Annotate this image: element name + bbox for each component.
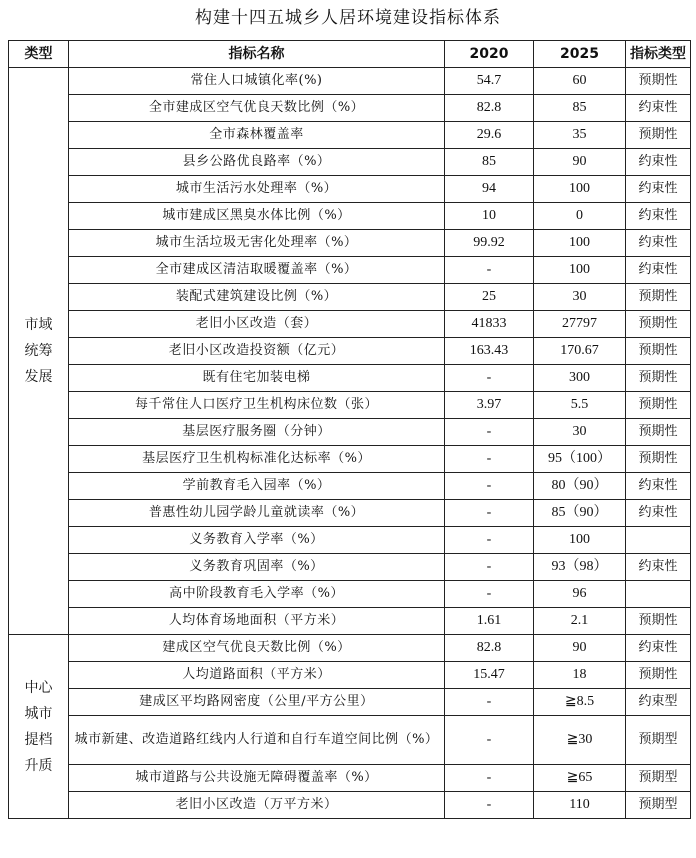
indicator-name: 基层医疗服务圈（分钟） [69,419,445,446]
indicator-type [626,527,691,554]
category-label: 中心 [24,679,53,696]
table-row [9,527,691,554]
value-2020: 99.92 [445,230,534,257]
table-row [9,765,691,792]
value-2025: 100 [534,176,626,203]
indicator-type: 预期性 [626,122,691,149]
indicator-name: 县乡公路优良路率（%） [69,149,445,176]
category-label: 统筹 [24,343,53,359]
indicator-type: 约束性 [626,473,691,500]
indicator-type: 预期型 [626,716,691,765]
value-2020: 82.8 [445,635,534,662]
table-row [9,95,691,122]
value-2025: 90 [534,149,626,176]
value-2020: 85 [445,149,534,176]
indicator-name: 义务教育入学率（%） [69,527,445,554]
indicator-type: 预期性 [626,365,691,392]
value-2025: 85 [534,95,626,122]
value-2020: 41833 [445,311,534,338]
value-2025: 80（90） [534,473,626,500]
table-row [9,311,691,338]
table-row [9,176,691,203]
indicator-table [8,40,691,819]
header-indicator-type: 指标类型 [626,41,691,68]
value-2025: ≧8.5 [534,689,626,716]
table-row [9,792,691,819]
table-row [9,284,691,311]
indicator-type: 约束性 [626,257,691,284]
category-label: 升质 [24,757,53,774]
indicator-name: 老旧小区改造（万平方米） [69,792,445,819]
value-2020: - [445,500,534,527]
table-row [9,365,691,392]
header-2025: 2025 [534,41,626,68]
table-row [9,338,691,365]
value-2020: 1.61 [445,608,534,635]
value-2020: 29.6 [445,122,534,149]
indicator-type: 预期性 [626,68,691,95]
indicator-type: 预期性 [626,392,691,419]
indicator-type: 预期性 [626,608,691,635]
indicator-type: 预期性 [626,338,691,365]
indicator-name: 基层医疗卫生机构标准化达标率（%） [69,446,445,473]
value-2020: - [445,527,534,554]
document-title: 构建十四五城乡人居环境建设指标体系 [195,8,501,28]
table-row [9,257,691,284]
value-2020: 163.43 [445,338,534,365]
indicator-name: 城市新建、改造道路红线内人行道和自行车道空间比例（%） [69,716,445,765]
value-2020: - [445,419,534,446]
indicator-name: 常住人口城镇化率(%) [69,68,445,95]
indicator-name: 高中阶段教育毛入学率（%） [69,581,445,608]
indicator-name: 建成区空气优良天数比例（%） [69,635,445,662]
indicator-type: 预期性 [626,284,691,311]
table-row [9,446,691,473]
table-row [9,635,691,662]
table-row [9,662,691,689]
indicator-type: 预期性 [626,311,691,338]
value-2020: - [445,554,534,581]
indicator-type: 预期性 [626,419,691,446]
table-row [9,689,691,716]
indicator-type: 预期性 [626,446,691,473]
indicator-name: 学前教育毛入园率（%） [69,473,445,500]
indicator-type: 约束性 [626,554,691,581]
indicator-type: 约束性 [626,149,691,176]
value-2025: 100 [534,527,626,554]
value-2020: 10 [445,203,534,230]
indicator-name: 人均道路面积（平方米） [69,662,445,689]
indicator-name: 城市生活垃圾无害化处理率（%） [69,230,445,257]
value-2025: 300 [534,365,626,392]
value-2020: - [445,473,534,500]
value-2020: - [445,792,534,819]
value-2025: 5.5 [534,392,626,419]
value-2025: ≧30 [534,716,626,765]
table-row [9,608,691,635]
value-2025: 96 [534,581,626,608]
table-row [9,203,691,230]
indicator-name: 城市建成区黑臭水体比例（%） [69,203,445,230]
indicator-name: 既有住宅加装电梯 [69,365,445,392]
table-row [9,392,691,419]
indicator-type: 预期型 [626,765,691,792]
category-cell [9,68,69,635]
value-2025: 170.67 [534,338,626,365]
category-cell [9,635,69,819]
header-indicator-name: 指标名称 [69,41,445,68]
value-2020: - [445,257,534,284]
value-2025: 18 [534,662,626,689]
indicator-name: 老旧小区改造（套） [69,311,445,338]
value-2020: 82.8 [445,95,534,122]
table-row [9,716,691,765]
table-row [9,500,691,527]
value-2025: 0 [534,203,626,230]
table-row [9,581,691,608]
value-2025: 93（98） [534,554,626,581]
indicator-name: 装配式建筑建设比例（%） [69,284,445,311]
indicator-name: 全市建成区空气优良天数比例（%） [69,95,445,122]
value-2025: 90 [534,635,626,662]
indicator-type: 约束性 [626,203,691,230]
indicator-type: 约束性 [626,176,691,203]
indicator-type [626,581,691,608]
value-2020: 3.97 [445,392,534,419]
indicator-type: 约束性 [626,230,691,257]
value-2025: ≧65 [534,765,626,792]
value-2020: 94 [445,176,534,203]
category-label: 城市 [24,705,53,722]
indicator-name: 普惠性幼儿园学龄儿童就读率（%） [69,500,445,527]
value-2020: - [445,716,534,765]
value-2025: 35 [534,122,626,149]
value-2020: - [445,765,534,792]
category-label: 提档 [24,731,53,748]
indicator-name: 人均体育场地面积（平方米） [69,608,445,635]
indicator-type: 约束性 [626,95,691,122]
table-row [9,122,691,149]
indicator-name: 义务教育巩固率（%） [69,554,445,581]
indicator-name: 城市道路与公共设施无障碍覆盖率（%） [69,765,445,792]
value-2020: - [445,689,534,716]
indicator-type: 约束性 [626,500,691,527]
category-label: 市域 [24,317,53,333]
value-2020: 15.47 [445,662,534,689]
indicator-name: 全市森林覆盖率 [69,122,445,149]
value-2025: 95（100） [534,446,626,473]
category-label: 发展 [24,369,53,385]
indicator-name: 城市生活污水处理率（%） [69,176,445,203]
value-2020: - [445,446,534,473]
value-2025: 100 [534,257,626,284]
table-row [9,554,691,581]
header-category: 类型 [9,41,69,68]
table-row [9,149,691,176]
value-2020: 25 [445,284,534,311]
value-2025: 85（90） [534,500,626,527]
indicator-name: 全市建成区清洁取暖覆盖率（%） [69,257,445,284]
indicator-name: 建成区平均路网密度（公里/平方公里） [69,689,445,716]
value-2025: 110 [534,792,626,819]
header-2020: 2020 [445,41,534,68]
value-2020: 54.7 [445,68,534,95]
value-2025: 30 [534,419,626,446]
table-row [9,419,691,446]
value-2020: - [445,581,534,608]
indicator-type: 约束型 [626,689,691,716]
value-2025: 27797 [534,311,626,338]
value-2025: 30 [534,284,626,311]
table-row [9,473,691,500]
indicator-name: 每千常住人口医疗卫生机构床位数（张） [69,392,445,419]
value-2020: - [445,365,534,392]
value-2025: 60 [534,68,626,95]
value-2025: 100 [534,230,626,257]
value-2025: 2.1 [534,608,626,635]
indicator-name: 老旧小区改造投资额（亿元） [69,338,445,365]
indicator-type: 预期型 [626,792,691,819]
table-row [9,68,691,95]
table-body [9,68,691,819]
table-header-row [9,41,691,68]
indicator-type: 约束性 [626,635,691,662]
table-row [9,230,691,257]
indicator-type: 预期性 [626,662,691,689]
